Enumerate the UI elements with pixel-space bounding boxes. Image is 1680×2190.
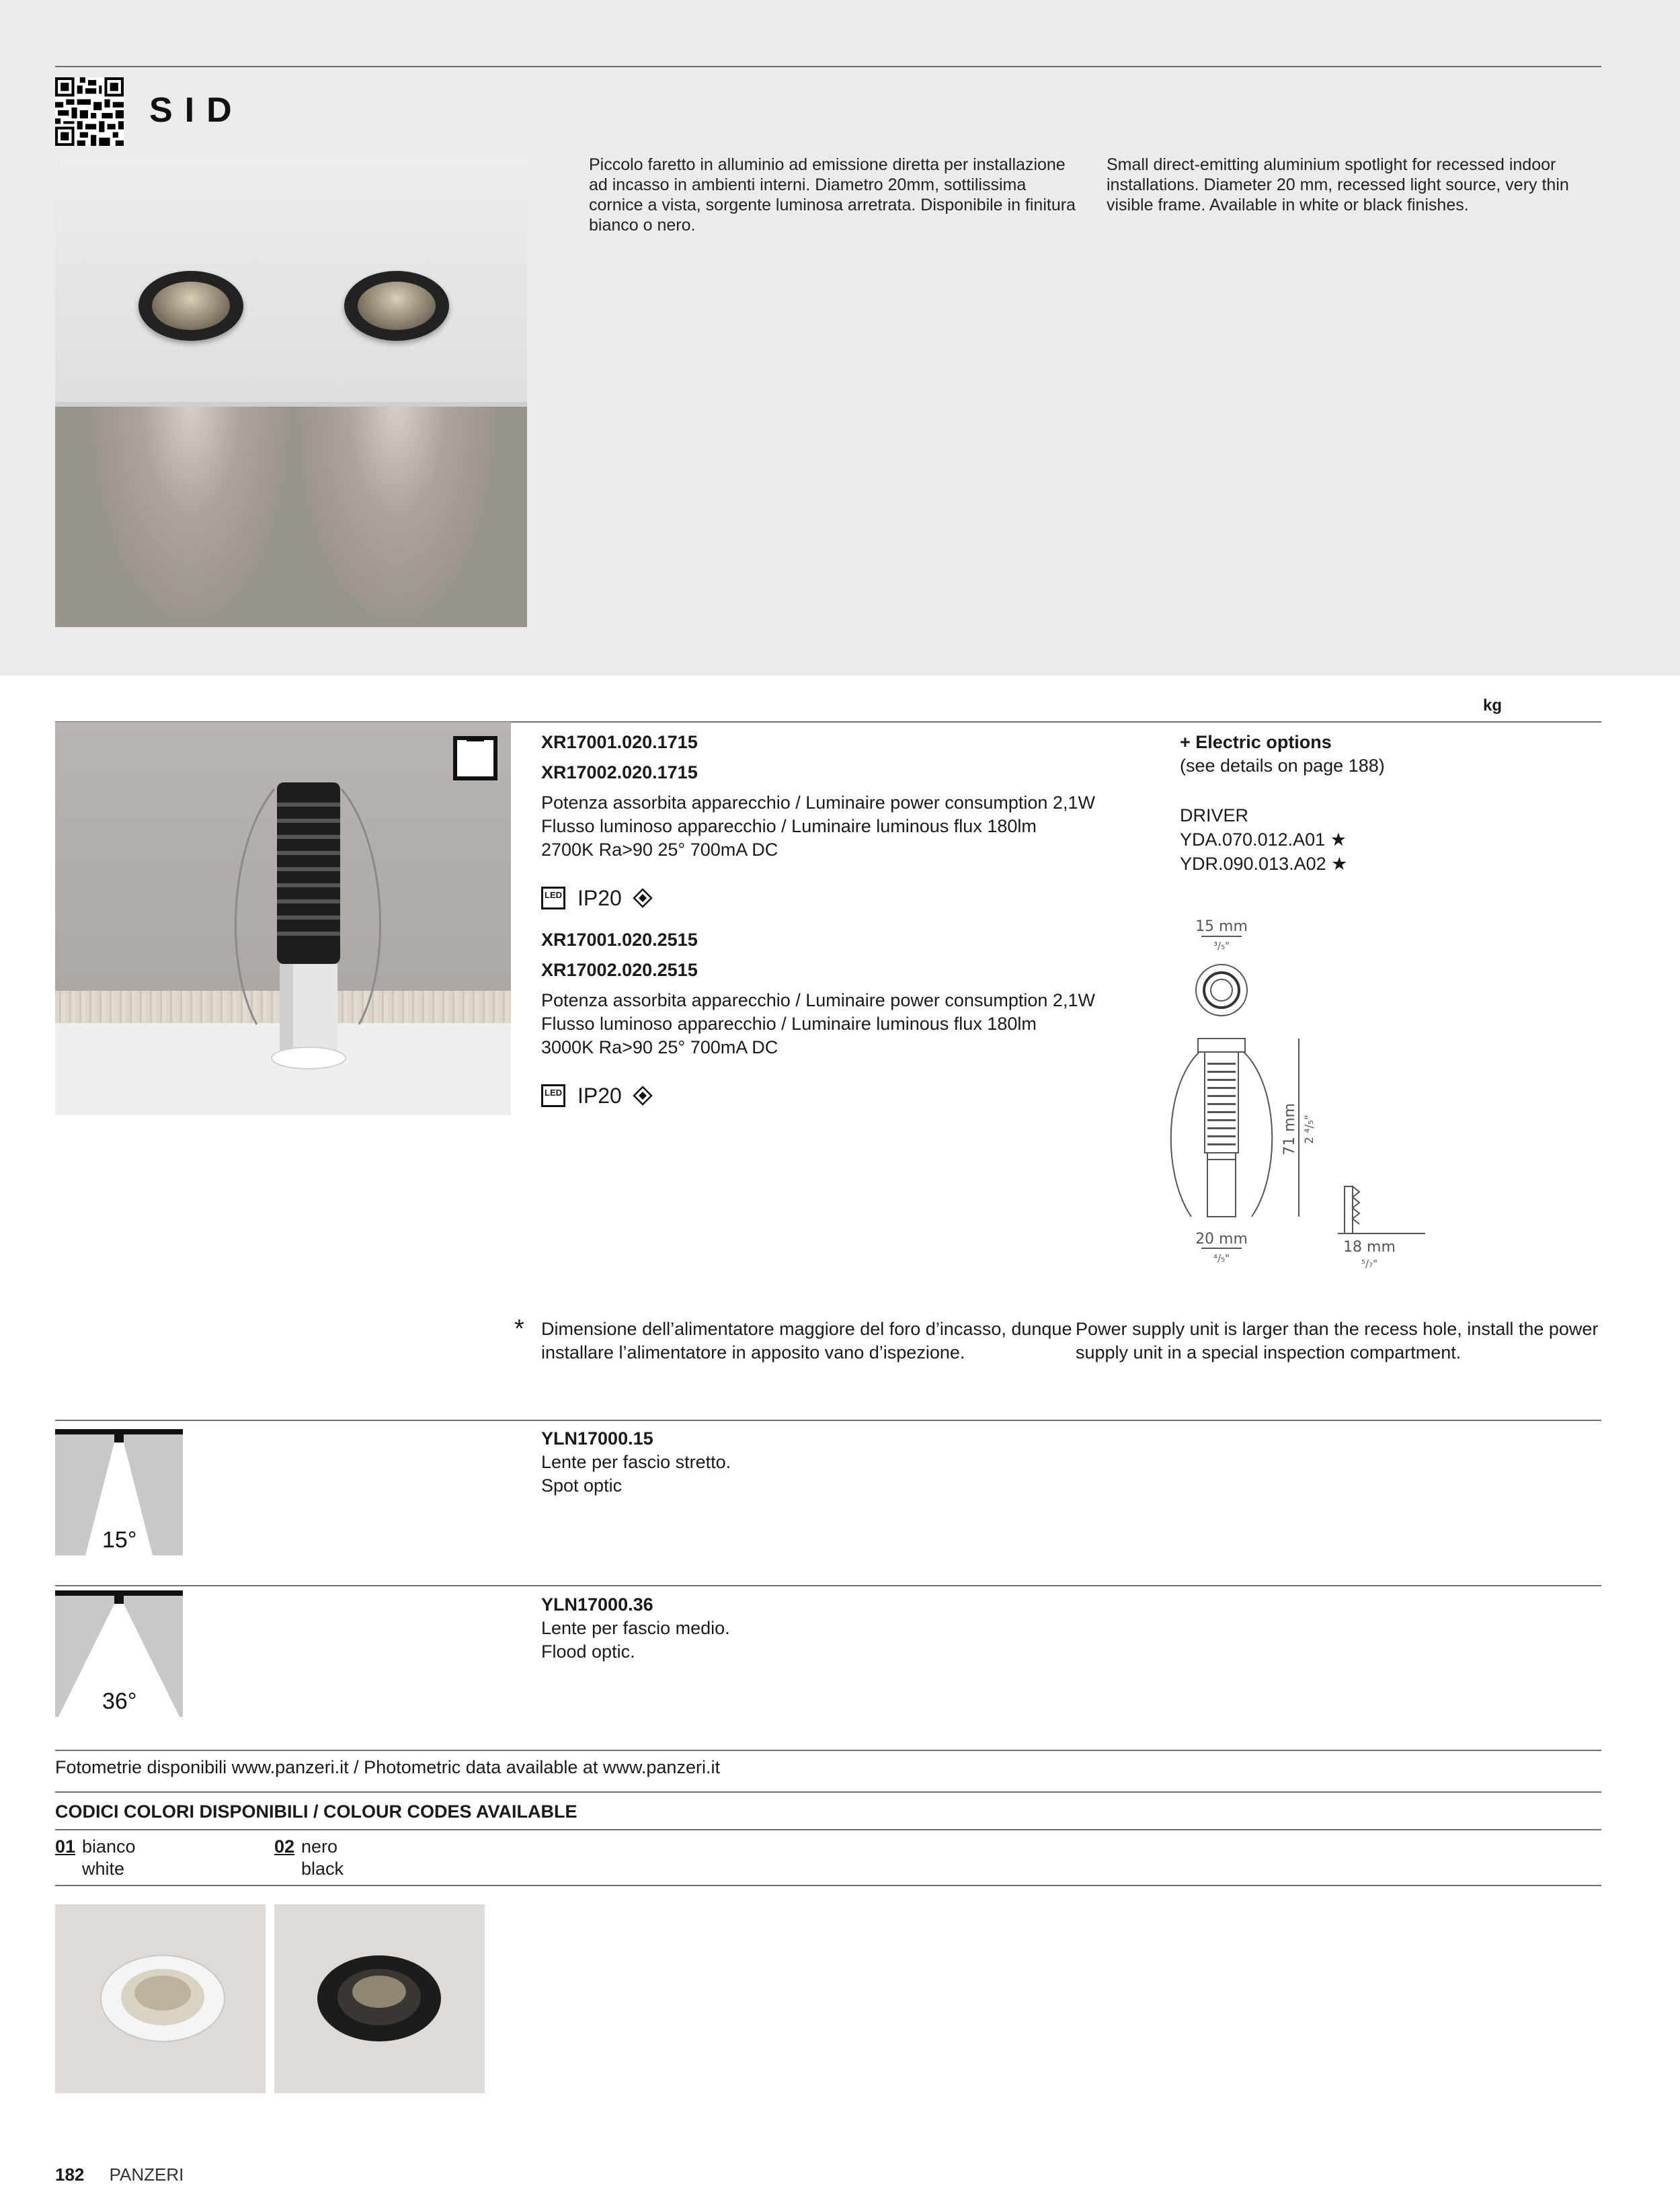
description-it: Piccolo faretto in alluminio ad emissione diretta per installazione ad incasso in ambienti interni. Diametro 20mm, sottilissima cornice a vista, sorgente luminosa arretrata. Disponibile in finitura bianco o nero. [589, 155, 1076, 235]
note-star-icon: * [514, 1315, 524, 1343]
spotlight-left [138, 271, 243, 341]
dim-top-mm: 15 mm [1195, 918, 1248, 935]
dim-height-mm: 71 mm [1281, 1103, 1298, 1155]
colour-name-it: bianco [82, 1836, 136, 1857]
spec-line: Flusso luminoso apparecchio / Luminaire luminous flux 180lm [541, 816, 1037, 836]
lens-code: YLN17000.15 [541, 1428, 653, 1449]
ceiling [55, 157, 527, 407]
certification-row [541, 1082, 653, 1109]
certification-row [541, 885, 653, 911]
dim-base-in: ⁴/₅" [1213, 1252, 1230, 1264]
spec-line: Flusso luminoso apparecchio / Luminaire luminous flux 180lm [541, 1014, 1037, 1034]
qr-code-icon[interactable] [55, 77, 124, 146]
driver-code: YDR.090.013.A02 ★ [1180, 854, 1348, 874]
product-code: XR17001.020.2515 [541, 930, 698, 950]
product-code: XR17002.020.2515 [541, 960, 698, 980]
page-number: 182 [55, 2164, 85, 2185]
dim-recess-in: ⁵/₇" [1361, 1258, 1377, 1270]
luminaire-render [210, 762, 411, 1112]
spec-line: 2700K Ra>90 25° 700mA DC [541, 840, 778, 860]
colour-code: 01 [55, 1836, 76, 1857]
light-glow-right [296, 407, 497, 627]
beam-angle-label: 15° [102, 1527, 137, 1553]
led-icon: LED [541, 1084, 565, 1107]
hero-photo [55, 157, 527, 627]
spec-line: Potenza assorbita apparecchio / Luminaire power consumption 2,1W [541, 793, 1095, 813]
recessed-install-icon [453, 736, 497, 780]
spec-line: Potenza assorbita apparecchio / Luminaire power consumption 2,1W [541, 990, 1095, 1010]
colour-name-en: black [301, 1859, 344, 1879]
class-diamond-icon [633, 888, 653, 908]
dim-height-in: 2 ⁴/₅" [1303, 1114, 1316, 1144]
lens-divider [55, 1420, 1601, 1421]
beam-angle-label: 36° [102, 1689, 137, 1714]
class-diamond-icon [633, 1086, 653, 1106]
dimension-drawing [1143, 911, 1452, 1274]
electric-options-details[interactable]: (see details on page 188) [1180, 756, 1385, 776]
dim-recess-mm: 18 mm [1343, 1239, 1396, 1256]
photometry-divider [55, 1750, 1601, 1751]
dim-base-mm: 20 mm [1195, 1231, 1248, 1248]
top-divider [55, 66, 1601, 67]
lens-desc-it: Lente per fascio stretto. [541, 1452, 731, 1472]
black-finish-photo [274, 1904, 485, 2093]
electric-options-heading: + Electric options [1180, 732, 1332, 752]
led-icon: LED [541, 887, 565, 909]
brand-name: PANZERI [109, 2164, 184, 2185]
product-code: XR17001.020.1715 [541, 732, 698, 752]
dim-top-in: ³/₅" [1213, 940, 1230, 952]
colour-code: 02 [274, 1836, 295, 1857]
beam-angle-icon [55, 1429, 183, 1555]
star-icon: ★ [1330, 829, 1347, 850]
spotlight-right [344, 271, 449, 341]
lens-desc-en: Spot optic [541, 1475, 623, 1496]
colour-name-en: white [82, 1859, 125, 1879]
photometry-link[interactable]: Fotometrie disponibili www.panzeri.it / Photometric data available at www.panzeri.it [55, 1757, 720, 1777]
white-finish-photo [55, 1904, 266, 2093]
colour-name-it: nero [301, 1836, 338, 1857]
beam-angle-icon [55, 1590, 183, 1717]
colours-subdivider [55, 1829, 1601, 1830]
lens-desc-it: Lente per fascio medio. [541, 1618, 730, 1638]
lens-divider [55, 1585, 1601, 1586]
driver-code: YDA.070.012.A01 ★ [1180, 829, 1347, 850]
light-glow-left [90, 407, 292, 627]
weight-column-header: kg [1483, 696, 1503, 715]
driver-label: DRIVER [1180, 805, 1249, 825]
page-footer [55, 2164, 184, 2185]
description-en: Small direct-emitting aluminium spotlight for recessed indoor installations. Diameter 20 mm, recessed light source, very thin visible frame. Available in white or black finishes. [1107, 155, 1569, 214]
ip-rating: IP20 [577, 1083, 622, 1108]
note-it: Dimensione dell’alimentatore maggiore del foro d’incasso, dunque installare l’alimentatore in apposito vano d’ispezione. [541, 1319, 1072, 1363]
lens-desc-en: Flood optic. [541, 1641, 635, 1662]
note-en: Power supply unit is larger than the recess hole, install the power supply unit in a special inspection compartment. [1076, 1319, 1599, 1363]
colours-bottom-divider [55, 1885, 1601, 1886]
product-title: SID [149, 91, 244, 130]
colour-codes-heading: CODICI COLORI DISPONIBILI / COLOUR CODES AVAILABLE [55, 1801, 577, 1822]
colours-divider [55, 1791, 1601, 1793]
product-code: XR17002.020.1715 [541, 762, 698, 782]
spec-line: 3000K Ra>90 25° 700mA DC [541, 1037, 778, 1057]
product-photo [55, 722, 511, 1115]
lens-code: YLN17000.36 [541, 1594, 653, 1615]
ip-rating: IP20 [577, 885, 622, 910]
star-icon: ★ [1331, 854, 1348, 874]
